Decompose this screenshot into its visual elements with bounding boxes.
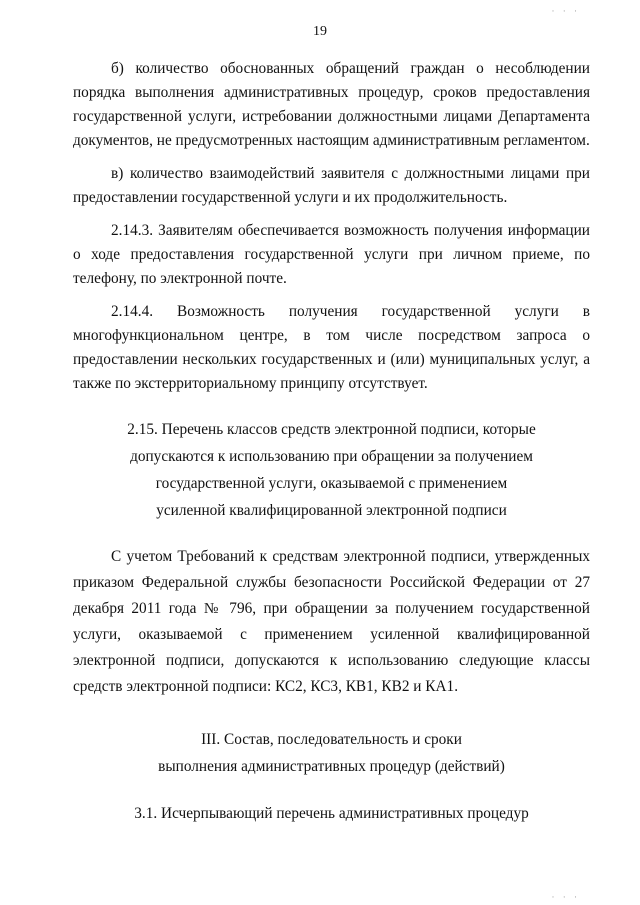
section-3-heading-line-2: выполнения административных процедур (действий)	[158, 758, 505, 775]
paragraph-2-14-4: 2.14.4. Возможность получения государственной услуги в многофункциональном центре, в том числе посредством запроса о предоставлении нескольких государственных и (или) муниципальных услуг, а также по экстерриториальному принципу отсутствует.	[73, 303, 590, 392]
body-text-top	[73, 57, 590, 405]
paragraph-v: в) количество взаимодействий заявителя с должностными лицами при предоставлении государственной услуги и их продолжительность.	[73, 165, 590, 206]
section-3-heading-line-1: III. Состав, последовательность и сроки	[201, 731, 462, 748]
paragraph-b: б) количество обоснованных обращений граждан о несоблюдении порядка выполнения административных процедур, сроков предоставления государственной услуги, истребовании должностными лицами Департамента документов, не предусмотренных настоящим административным регламентом.	[73, 60, 590, 149]
scan-mark-top: · · ·	[551, 6, 580, 16]
section-2-15-heading-line-3: государственной услуги, оказываемой с применением	[155, 475, 508, 492]
section-2-15-heading-line-1: 2.15. Перечень классов средств электронной подписи, которые	[127, 421, 536, 438]
page-number: 19	[313, 24, 327, 39]
section-2-15-body	[73, 544, 590, 709]
section-2-15-heading-line-4: усиленной квалифицированной электронной подписи	[156, 502, 507, 519]
paragraph-2-14-3: 2.14.3. Заявителям обеспечивается возможность получения информации о ходе предоставления государственной услуги при личном приеме, по телефону, по электронной почте.	[73, 222, 590, 287]
section-3-1-heading-line: 3.1. Исчерпывающий перечень административных процедур	[134, 805, 529, 822]
section-2-15-heading	[73, 416, 590, 524]
scan-mark-bottom: · · ·	[551, 892, 580, 902]
section-3-1-heading	[73, 800, 590, 827]
section-3-heading	[73, 726, 590, 780]
paragraph-2-15-text: С учетом Требований к средствам электронной подписи, утвержденных приказом Федеральной службы безопасности Российской Федерации от 27 декабря 2011 года № 796, при обращении за получением государственной услуги, оказываемой с применением усиленной квалифицированной электронной подписи, допускаются к использованию следующие классы средств электронной подписи: КС2, КС3, КВ1, КВ2 и КА1.	[73, 548, 590, 695]
section-2-15-heading-line-2: допускаются к использованию при обращении за получением	[130, 448, 533, 465]
